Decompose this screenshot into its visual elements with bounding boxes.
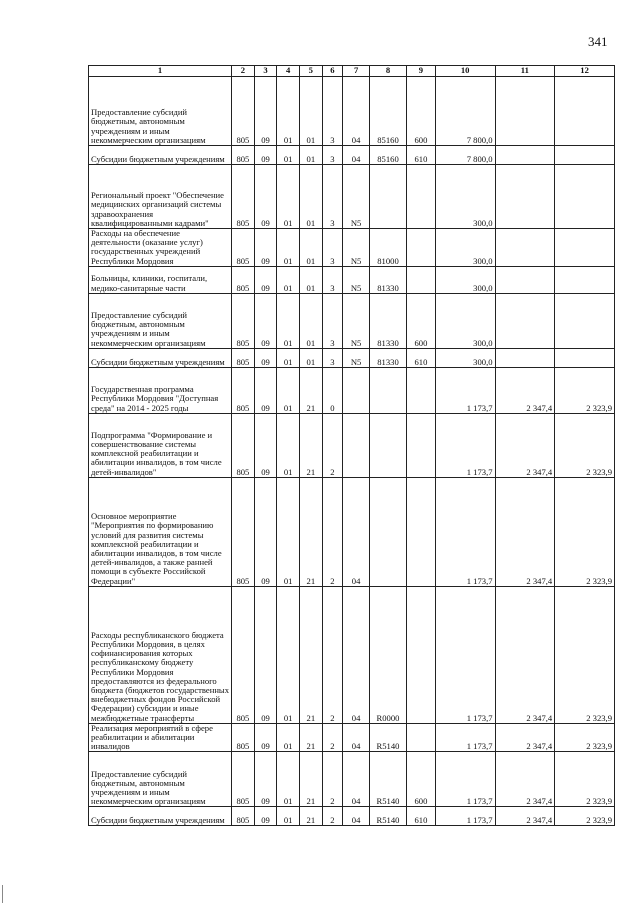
row-cell-3: 09 — [254, 266, 277, 293]
row-cell-5: 01 — [300, 146, 323, 165]
table-row — [89, 586, 615, 723]
row-cell-4: 01 — [277, 293, 300, 348]
row-cell-11 — [495, 293, 555, 348]
row-cell-12 — [555, 266, 615, 293]
table-row — [89, 293, 615, 348]
row-cell-11 — [495, 348, 555, 367]
row-cell-10: 7 800,0 — [435, 77, 495, 146]
row-cell-12 — [555, 146, 615, 165]
row-cell-10: 300,0 — [435, 293, 495, 348]
row-cell-7: 04 — [343, 807, 370, 826]
row-cell-5: 21 — [300, 807, 323, 826]
row-cell-7: N5 — [343, 348, 370, 367]
row-cell-4: 01 — [277, 723, 300, 752]
row-cell-7 — [343, 367, 370, 413]
row-cell-8: 85160 — [369, 146, 406, 165]
row-cell-8: 81330 — [369, 266, 406, 293]
row-cell-2: 805 — [232, 807, 255, 826]
row-cell-11 — [495, 77, 555, 146]
row-cell-3: 09 — [254, 477, 277, 586]
row-cell-6: 2 — [322, 752, 343, 807]
margin-mark — [2, 885, 3, 903]
row-cell-11: 2 347,4 — [495, 477, 555, 586]
row-cell-6: 2 — [322, 807, 343, 826]
row-cell-6: 2 — [322, 586, 343, 723]
row-cell-11: 2 347,4 — [495, 752, 555, 807]
row-cell-4: 01 — [277, 807, 300, 826]
row-cell-9: 600 — [407, 293, 436, 348]
row-cell-6: 2 — [322, 723, 343, 752]
row-cell-3: 09 — [254, 723, 277, 752]
row-cell-3: 09 — [254, 165, 277, 229]
col-header: 9 — [407, 66, 436, 77]
table-row — [89, 477, 615, 586]
row-name-cell: Субсидии бюджетным учреждениям — [89, 807, 232, 826]
row-cell-9: 610 — [407, 146, 436, 165]
row-cell-2: 805 — [232, 348, 255, 367]
col-header: 11 — [495, 66, 555, 77]
budget-table — [88, 65, 615, 826]
row-cell-5: 21 — [300, 367, 323, 413]
table-row — [89, 165, 615, 229]
row-cell-4: 01 — [277, 165, 300, 229]
row-name-cell: Государственная программа Республики Мордовия "Доступная среда" на 2014 - 2025 годы — [89, 367, 232, 413]
col-header: 6 — [322, 66, 343, 77]
row-cell-7: N5 — [343, 266, 370, 293]
row-cell-8: 81330 — [369, 348, 406, 367]
row-cell-2: 805 — [232, 77, 255, 146]
row-name-cell: Субсидии бюджетным учреждениям — [89, 146, 232, 165]
row-cell-3: 09 — [254, 146, 277, 165]
row-cell-9: 600 — [407, 77, 436, 146]
table-row — [89, 807, 615, 826]
row-name-cell: Расходы республиканского бюджета Республики Мордовия, в целях софинансирования которых республиканскому бюджету Республики Мордовия предоставляются из федерального бюджета (бюджетов государственных внебюджетных фондов Российской Федерации) субсидии и иные межбюджетные трансферты — [89, 586, 232, 723]
row-cell-5: 01 — [300, 165, 323, 229]
row-cell-12 — [555, 77, 615, 146]
row-cell-7: N5 — [343, 229, 370, 267]
row-cell-10: 1 173,7 — [435, 477, 495, 586]
row-cell-2: 805 — [232, 266, 255, 293]
row-cell-12: 2 323,9 — [555, 477, 615, 586]
row-name-cell: Реализация мероприятий в сфере реабилитации и абилитации инвалидов — [89, 723, 232, 752]
row-cell-12: 2 323,9 — [555, 752, 615, 807]
row-cell-8 — [369, 413, 406, 477]
row-cell-9 — [407, 165, 436, 229]
row-cell-7: 04 — [343, 77, 370, 146]
table-row — [89, 146, 615, 165]
row-cell-6: 2 — [322, 413, 343, 477]
row-cell-11: 2 347,4 — [495, 807, 555, 826]
row-cell-2: 805 — [232, 586, 255, 723]
row-cell-6: 3 — [322, 165, 343, 229]
row-cell-7: 04 — [343, 752, 370, 807]
row-cell-7 — [343, 413, 370, 477]
row-name-cell: Предоставление субсидий бюджетным, автономным учреждениям и иным некоммерческим организациям — [89, 752, 232, 807]
row-cell-2: 805 — [232, 477, 255, 586]
row-cell-12 — [555, 293, 615, 348]
row-cell-2: 805 — [232, 723, 255, 752]
row-cell-6: 3 — [322, 77, 343, 146]
table-row — [89, 752, 615, 807]
col-header: 2 — [232, 66, 255, 77]
row-cell-10: 1 173,7 — [435, 367, 495, 413]
row-cell-5: 21 — [300, 723, 323, 752]
row-name-cell: Субсидии бюджетным учреждениям — [89, 348, 232, 367]
row-cell-4: 01 — [277, 477, 300, 586]
row-cell-3: 09 — [254, 752, 277, 807]
row-name-cell: Предоставление субсидий бюджетным, автономным учреждениям и иным некоммерческим организациям — [89, 293, 232, 348]
row-cell-3: 09 — [254, 413, 277, 477]
row-cell-4: 01 — [277, 77, 300, 146]
row-cell-12 — [555, 229, 615, 267]
row-cell-10: 1 173,7 — [435, 723, 495, 752]
row-cell-11: 2 347,4 — [495, 723, 555, 752]
row-cell-5: 01 — [300, 348, 323, 367]
row-cell-8: 85160 — [369, 77, 406, 146]
row-cell-8: R5140 — [369, 752, 406, 807]
row-name-cell: Подпрограмма "Формирование и совершенствование системы комплексной реабилитации и абилитации инвалидов, в том числе детей-инвалидов" — [89, 413, 232, 477]
row-cell-4: 01 — [277, 752, 300, 807]
row-cell-12 — [555, 348, 615, 367]
row-name-cell: Региональный проект "Обеспечение медицинских организаций системы здравоохранения квалифицированными кадрами" — [89, 165, 232, 229]
row-cell-11: 2 347,4 — [495, 367, 555, 413]
row-cell-10: 1 173,7 — [435, 586, 495, 723]
row-cell-12 — [555, 165, 615, 229]
row-cell-9 — [407, 586, 436, 723]
table-row — [89, 367, 615, 413]
row-cell-5: 01 — [300, 266, 323, 293]
row-cell-9 — [407, 229, 436, 267]
row-cell-4: 01 — [277, 229, 300, 267]
row-cell-12: 2 323,9 — [555, 807, 615, 826]
row-cell-8 — [369, 367, 406, 413]
row-cell-3: 09 — [254, 586, 277, 723]
table-row — [89, 348, 615, 367]
row-cell-6: 3 — [322, 348, 343, 367]
row-cell-5: 01 — [300, 77, 323, 146]
table-row — [89, 413, 615, 477]
row-cell-7: 04 — [343, 477, 370, 586]
row-cell-10: 1 173,7 — [435, 807, 495, 826]
row-cell-2: 805 — [232, 293, 255, 348]
row-cell-10: 7 800,0 — [435, 146, 495, 165]
row-cell-7: 04 — [343, 146, 370, 165]
row-cell-4: 01 — [277, 413, 300, 477]
row-cell-10: 300,0 — [435, 165, 495, 229]
row-cell-10: 1 173,7 — [435, 752, 495, 807]
row-cell-4: 01 — [277, 146, 300, 165]
row-cell-8 — [369, 165, 406, 229]
row-cell-2: 805 — [232, 752, 255, 807]
row-cell-3: 09 — [254, 367, 277, 413]
row-cell-9 — [407, 367, 436, 413]
row-cell-7: 04 — [343, 723, 370, 752]
row-cell-12: 2 323,9 — [555, 723, 615, 752]
row-cell-12: 2 323,9 — [555, 586, 615, 723]
row-cell-4: 01 — [277, 266, 300, 293]
row-cell-2: 805 — [232, 229, 255, 267]
row-cell-3: 09 — [254, 348, 277, 367]
row-cell-2: 805 — [232, 367, 255, 413]
row-cell-3: 09 — [254, 229, 277, 267]
col-header: 4 — [277, 66, 300, 77]
row-cell-6: 0 — [322, 367, 343, 413]
row-cell-10: 300,0 — [435, 266, 495, 293]
row-cell-8: R5140 — [369, 723, 406, 752]
table-row — [89, 229, 615, 267]
row-cell-7: N5 — [343, 165, 370, 229]
row-cell-9 — [407, 413, 436, 477]
row-cell-12: 2 323,9 — [555, 367, 615, 413]
row-cell-8: 81000 — [369, 229, 406, 267]
row-cell-5: 21 — [300, 752, 323, 807]
row-cell-9: 610 — [407, 348, 436, 367]
row-name-cell: Расходы на обеспечение деятельности (оказание услуг) государственных учреждений Республики Мордовия — [89, 229, 232, 267]
row-name-cell: Основное мероприятие "Мероприятия по формированию условий для развития системы комплексной реабилитации и абилитации инвалидов, в том числе детей-инвалидов, а также ранней помощи в субъекте Российской Федерации" — [89, 477, 232, 586]
row-name-cell: Больницы, клиники, госпитали, медико-санитарные части — [89, 266, 232, 293]
row-cell-4: 01 — [277, 586, 300, 723]
row-cell-11: 2 347,4 — [495, 413, 555, 477]
row-cell-8 — [369, 477, 406, 586]
row-cell-2: 805 — [232, 413, 255, 477]
row-cell-8: R5140 — [369, 807, 406, 826]
col-header: 7 — [343, 66, 370, 77]
row-cell-9: 600 — [407, 752, 436, 807]
table-row — [89, 77, 615, 146]
row-cell-4: 01 — [277, 367, 300, 413]
row-cell-7: N5 — [343, 293, 370, 348]
row-cell-10: 300,0 — [435, 229, 495, 267]
row-cell-6: 3 — [322, 293, 343, 348]
row-cell-6: 3 — [322, 266, 343, 293]
col-header: 12 — [555, 66, 615, 77]
row-cell-6: 3 — [322, 229, 343, 267]
row-cell-4: 01 — [277, 348, 300, 367]
row-cell-3: 09 — [254, 77, 277, 146]
page-number: 341 — [588, 34, 608, 49]
table-row — [89, 723, 615, 752]
row-name-cell: Предоставление субсидий бюджетным, автономным учреждениям и иным некоммерческим организациям — [89, 77, 232, 146]
row-cell-9: 610 — [407, 807, 436, 826]
col-header: 10 — [435, 66, 495, 77]
row-cell-2: 805 — [232, 146, 255, 165]
row-cell-5: 01 — [300, 293, 323, 348]
header-row — [89, 66, 615, 77]
col-header: 8 — [369, 66, 406, 77]
row-cell-7: 04 — [343, 586, 370, 723]
col-header: 1 — [89, 66, 232, 77]
row-cell-5: 21 — [300, 586, 323, 723]
row-cell-11: 2 347,4 — [495, 586, 555, 723]
row-cell-9 — [407, 723, 436, 752]
row-cell-3: 09 — [254, 293, 277, 348]
row-cell-11 — [495, 146, 555, 165]
row-cell-9 — [407, 266, 436, 293]
row-cell-5: 21 — [300, 413, 323, 477]
row-cell-5: 01 — [300, 229, 323, 267]
row-cell-11 — [495, 266, 555, 293]
col-header: 5 — [300, 66, 323, 77]
row-cell-12: 2 323,9 — [555, 413, 615, 477]
col-header: 3 — [254, 66, 277, 77]
row-cell-3: 09 — [254, 807, 277, 826]
row-cell-11 — [495, 229, 555, 267]
row-cell-8: R0000 — [369, 586, 406, 723]
row-cell-10: 1 173,7 — [435, 413, 495, 477]
row-cell-5: 21 — [300, 477, 323, 586]
table-row — [89, 266, 615, 293]
row-cell-10: 300,0 — [435, 348, 495, 367]
row-cell-11 — [495, 165, 555, 229]
row-cell-2: 805 — [232, 165, 255, 229]
row-cell-6: 3 — [322, 146, 343, 165]
row-cell-9 — [407, 477, 436, 586]
row-cell-6: 2 — [322, 477, 343, 586]
row-cell-8: 81330 — [369, 293, 406, 348]
